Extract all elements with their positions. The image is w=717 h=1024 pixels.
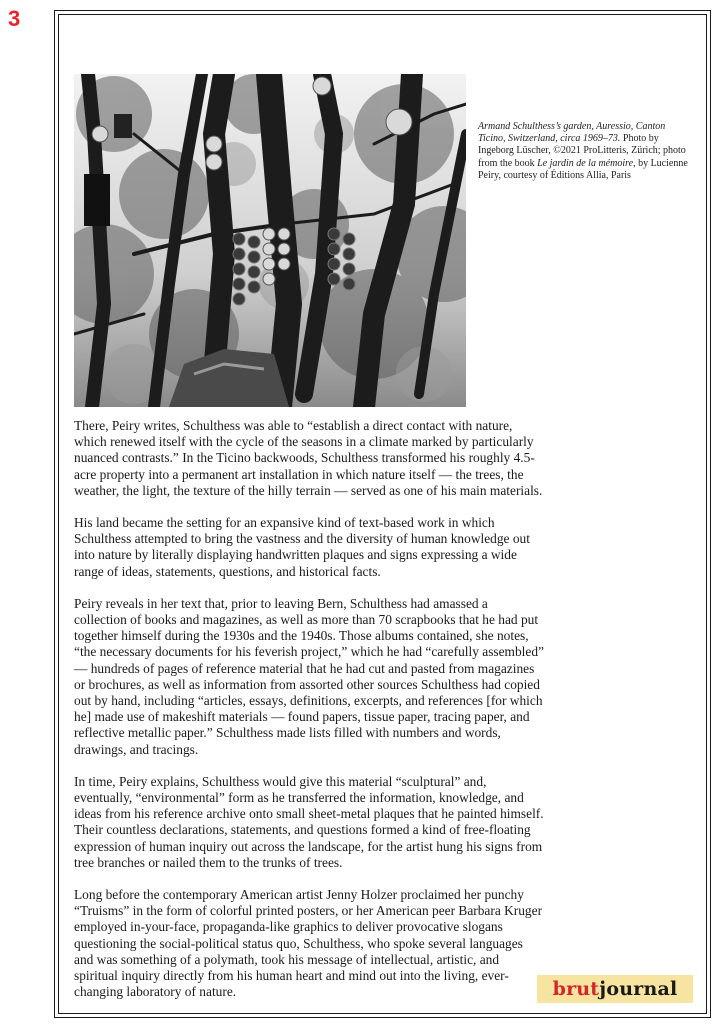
article-paragraph: Peiry reveals in her text that, prior to leaving Bern, Schulthess had amassed a collection of books and magazines, as well as more than 70 scrapbooks that he had put together himself during the 1930s and the 1940s. Those albums contained, she notes, “the necessary documents for his feverish project,” which he had “carefully assembled” — hundreds of pages of reference material that he had cut and pasted from magazines or brochures, as well as information from assorted other sources Schulthess had copied out by hand, including “articles, essays, definitions, excerpts, and references [for which he] made use of makeshift materials — found papers, tissue paper, tracing paper, and reflective metallic paper.” Schulthess made lists filled with numbers and words, drawings, and tracings. [74,595,544,757]
garden-photo [74,74,466,407]
caption-title: Armand Schulthess’s garden, Auressio, Canton Ticino, Switzerland, circa 1969–73. [478,121,666,145]
article-body [74,418,544,1017]
logo-journal: journal [599,978,678,1000]
article-paragraph: There, Peiry writes, Schulthess was able to “establish a direct contact with nature, which renewed itself with the cycle of the seasons in a climate marked by particularly nuanced contrasts.” In the Ticino backwoods, Schulthess transformed his roughly 4.5-acre property into a permanent art installation in which nature itself — the trees, the weather, the light, the texture of the hilly terrain — served as one of his main materials. [74,418,543,498]
article-paragraph: His land became the setting for an expansive kind of text-based work in which Schulthess attempted to bring the vastness and the diversity of human knowledge out into nature by literally displaying handwritten plaques and signs expressing a wide range of ideas, statements, questions, and historical facts. [74,515,530,579]
caption-book-title: Le jardin de la mémoire [537,157,634,169]
caption-credit-2: , by Lucienne Peiry, courtesy of Éditions Allia, Paris [478,157,688,181]
article-paragraph: Long before the contemporary American artist Jenny Holzer proclaimed her punchy “Truisms” in the form of colorful printed posters, or her American peer Barbara Kruger employed in-your-face, propaganda-like graphics to deliver provocative slogans questioning the social-political status quo, Schulthess, who spoke several languages and was something of a polymath, took his message of intellectual, artistic, and spiritual inquiry directly from his human heart and mind out into the living, ever-changing laboratory of nature. [74,887,543,1000]
photo-caption [478,121,690,182]
article-paragraph: In time, Peiry explains, Schulthess would give this material “sculptural” and, eventually, “environmental” form as he transferred the information, knowledge, and ideas from his reference archive onto small sheet-metal plaques that he painted himself. Their countless declarations, statements, and questions formed a kind of free-floating expression of human inquiry out across the landscape, for the artist hung his signs from tree branches or nailed them to the trunks of trees. [74,773,544,870]
logo-brut: brut [552,978,600,1000]
brutjournal-logo [537,975,693,1003]
caption-credit-1: Photo by Ingeborg Lüscher, ©2021 ProLitteris, Zürich; photo from the book [478,133,686,169]
page-number: 3 [8,6,21,31]
